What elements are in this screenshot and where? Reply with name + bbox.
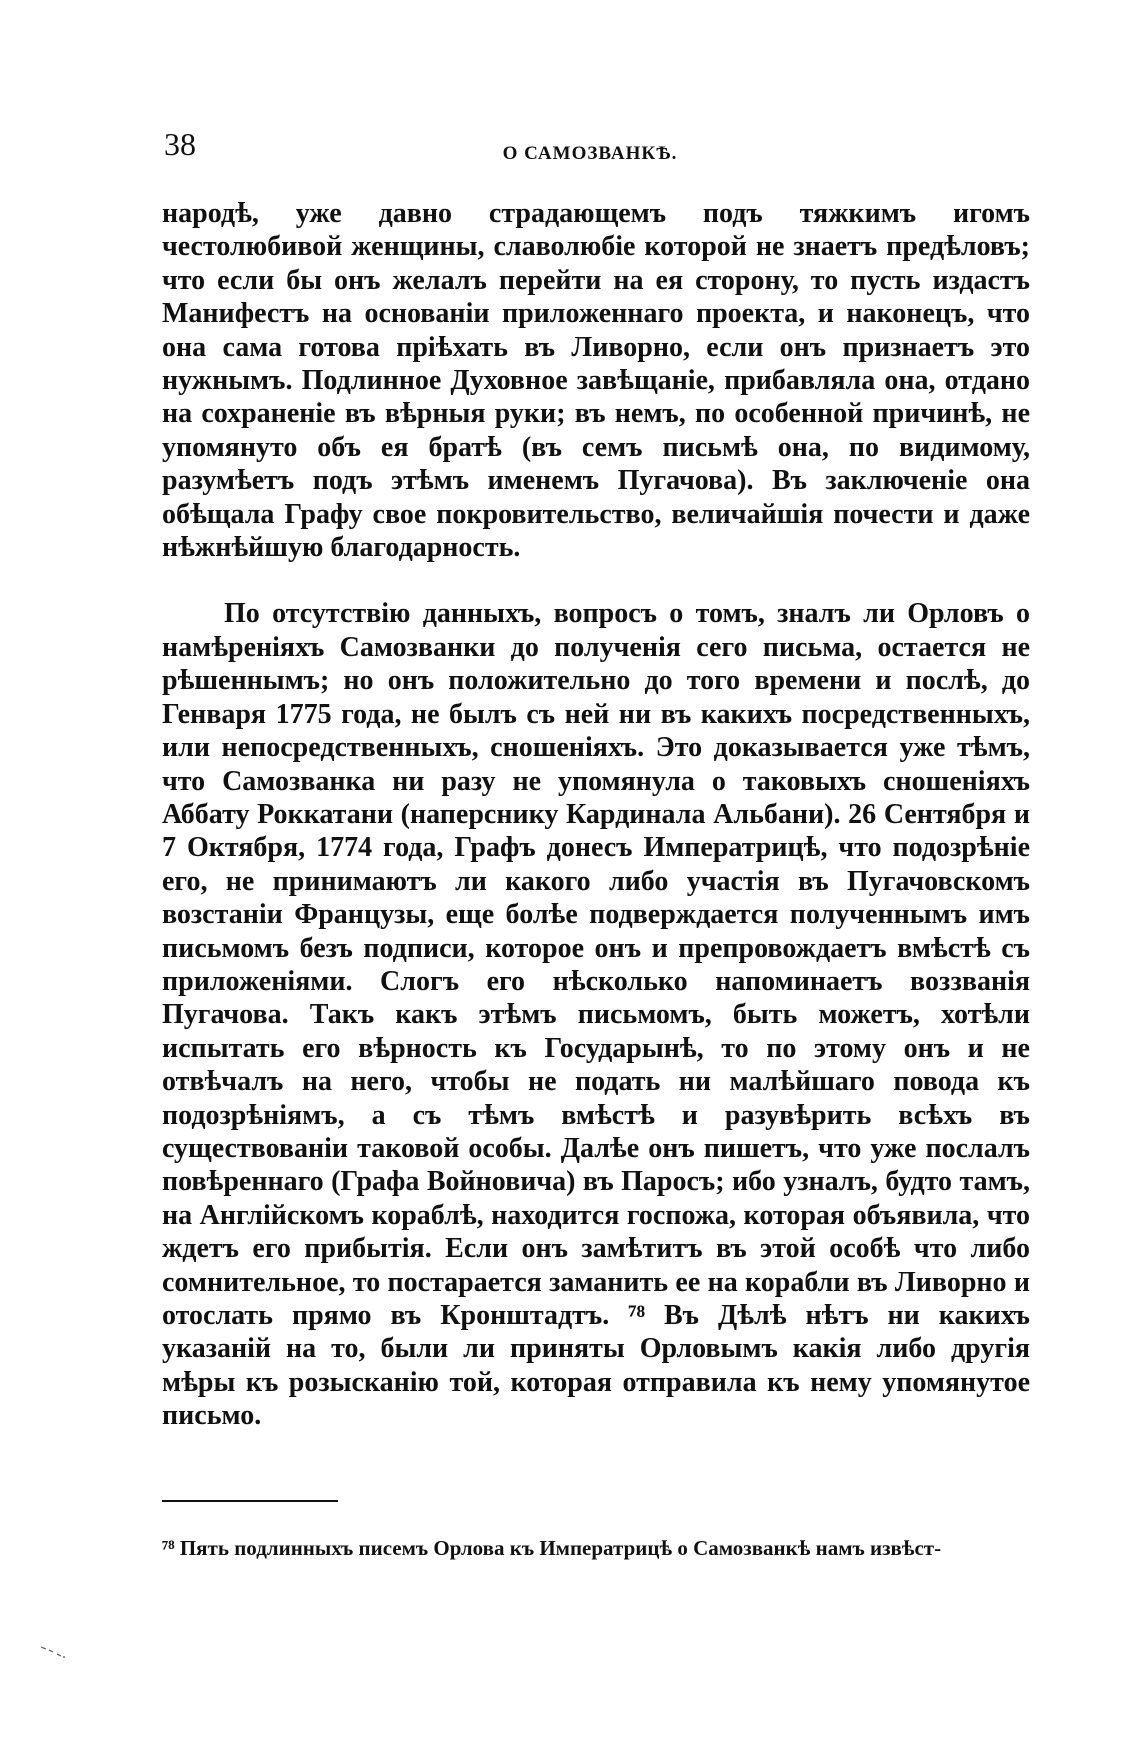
paragraph-1: народѣ, уже давно страдающемъ подъ тяжкимъ игомъ честолюбивой женщины, славолюбіе которой не знаетъ предѣловъ; что если бы онъ желалъ перейти на ея сторону, то пусть издастъ Манифестъ на основаніи приложеннаго проекта, и наконецъ, что она сама готова пріѣхать въ Ливорно, если онъ признаетъ это нужнымъ. Подлинное Духовное завѣщаніе, прибавляла она, отдано на сохраненіе въ вѣрныя руки; въ немъ, по особенной причинѣ, не упомянуто объ ея братѣ (въ семъ письмѣ она, по видимому, разумѣетъ подъ этѣмъ именемъ Пугачова). Въ заключеніе она обѣщала Графу свое покровительство, величайшія почести и даже нѣжнѣйшую благодарность. bbox=[162, 198, 1030, 564]
footnote: ⁷⁸ Пять подлинныхъ писемъ Орлова къ Императрицѣ о Самозванкѣ намъ извѣст- bbox=[162, 1536, 942, 1560]
page-number: 38 bbox=[164, 126, 196, 162]
ink-speck bbox=[40, 1646, 66, 1658]
body-text bbox=[162, 197, 1030, 1433]
paragraph-2: По отсутствію данныхъ, вопросъ о томъ, зналъ ли Орловъ о намѣреніяхъ Самозванки до полученія сего письма, остается не рѣшеннымъ; но онъ положительно до того времени и послѣ, до Генваря 1775 года, не былъ съ ней ни въ какихъ посредственныхъ, или непосредственныхъ, сношеніяхъ. Это доказывается уже тѣмъ, что Самозванка ни разу не упомянула о таковыхъ сношеніяхъ Аббату Роккатани (наперснику Кардинала Альбани). 26 Сентября и 7 Октября, 1774 года, Графъ донесъ Императрицѣ, что подозрѣніе его, не принимаютъ ли какого либо участія въ Пугачовскомъ возстаніи Французы, еще болѣе подверждается полученнымъ имъ письмомъ безъ подписи, которое онъ и препровождаетъ вмѣстѣ съ приложеніями. Слогъ его нѣсколько напоминаетъ воззванія Пугачова. Такъ какъ этѣмъ письмомъ, быть можетъ, хотѣли испытать его вѣрность къ Государынѣ, то по этому онъ и не отвѣчалъ на него, чтобы не подать ни малѣйшаго повода къ подозрѣніямъ, а съ тѣмъ вмѣстѣ и разувѣрить всѣхъ въ существованіи таковой особы. Далѣе онъ пишетъ, что уже послалъ повѣреннаго (Графа Войновича) въ Паросъ; ибо узналъ, будто тамъ, на Англійскомъ кораблѣ, находится госпожа, которая объявила, что ждетъ его прибытія. Если онъ замѣтитъ въ этой особѣ что либо сомнительное, то постарается заманить ее на корабли въ Ливорно и отослать прямо въ Кронштадтъ. ⁷⁸ Въ Дѣлѣ нѣтъ ни какихъ указаній на то, были ли приняты Орловымъ какія либо другія мѣры къ розысканію той, которая отправила къ нему упомянутое письмо. bbox=[162, 598, 1030, 1432]
running-title: О САМОЗВАНКѢ. bbox=[502, 143, 678, 164]
footnote-rule bbox=[162, 1500, 338, 1502]
